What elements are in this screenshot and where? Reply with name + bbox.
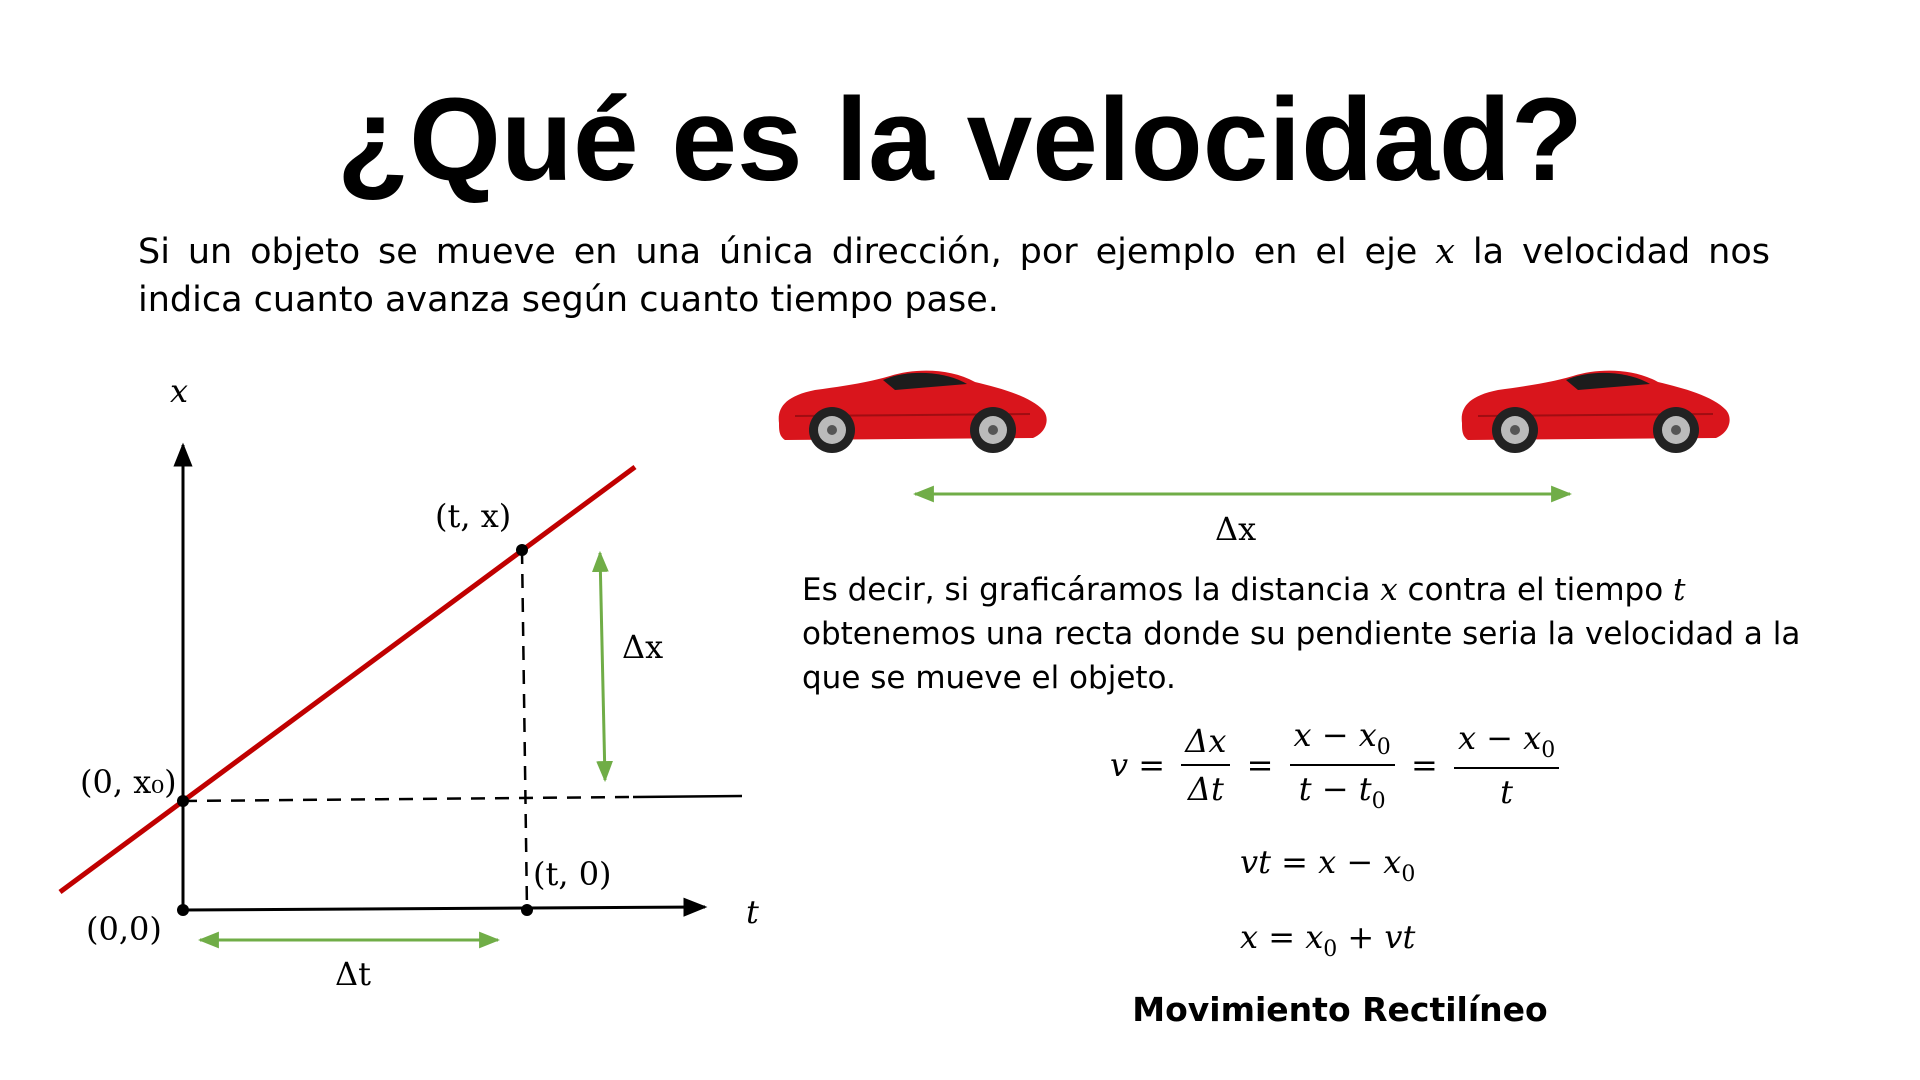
- point-t-0: [521, 904, 533, 916]
- cars-delta-x-label: Δx: [1215, 510, 1257, 548]
- eq1-lhs: v =: [1110, 746, 1166, 784]
- explanation-text-3: obtenemos una recta donde su pendiente seria la velocidad a la que se mueve el objeto.: [802, 616, 1801, 696]
- intro-variable: x: [1435, 232, 1455, 272]
- eq3-text-a: x = x: [1240, 918, 1324, 956]
- graph-delta-t-label: Δt: [335, 955, 371, 993]
- caption: Movimiento Rectilíneo: [1132, 990, 1548, 1029]
- eq1-f1-den: Δt: [1187, 770, 1224, 808]
- eq1-f3-num: x − x: [1457, 719, 1542, 757]
- eq1-fraction-3: [1454, 719, 1559, 811]
- point-0-x0-label: (0, x₀): [80, 763, 177, 801]
- graph-delta-x-label: Δx: [622, 628, 664, 666]
- point-0-x0: [177, 795, 189, 807]
- point-t-0-label: (t, 0): [533, 855, 612, 893]
- horizontal-solid-guide: [633, 796, 742, 797]
- eq1-f2-num-sub: 0: [1376, 735, 1391, 760]
- explanation-paragraph: [802, 568, 1832, 700]
- explanation-text-1: Es decir, si graficáramos la distancia: [802, 572, 1371, 608]
- eq1-f2-den-sub: 0: [1371, 789, 1386, 814]
- explanation-var-t: t: [1673, 572, 1686, 608]
- eq1-f3-den: t: [1500, 773, 1513, 811]
- x-axis-label: t: [746, 893, 759, 931]
- page-title: ¿Qué es la velocidad?: [337, 74, 1583, 206]
- car-left: [779, 371, 1047, 453]
- car-right: [1462, 371, 1730, 453]
- eq2-sub: 0: [1401, 862, 1416, 887]
- point-t-x: [516, 544, 528, 556]
- intro-text-1: Si un objeto se mueve en una única dirección, por ejemplo en el eje: [138, 232, 1418, 272]
- eq3-sub: 0: [1323, 937, 1338, 962]
- eq1-f1-num: Δx: [1181, 722, 1230, 766]
- x-axis: [183, 907, 705, 910]
- horizontal-dashed-guide: [183, 797, 633, 801]
- y-axis-label: x: [170, 372, 189, 410]
- explanation-var-x: x: [1380, 572, 1398, 608]
- delta-x-arrow: [600, 553, 605, 780]
- intro-text-2: la velocidad nos indica cuanto avanza según cuanto tiempo pase.: [138, 232, 1770, 320]
- explanation-text-2: contra el tiempo: [1407, 572, 1664, 608]
- eq1-f2-num: x − x: [1293, 716, 1377, 754]
- vertical-dashed-guide: [522, 550, 527, 910]
- origin-point: [177, 904, 189, 916]
- eq1-fraction-1: [1181, 722, 1230, 808]
- velocity-equation: [1110, 716, 1565, 814]
- eq1-equals-1: =: [1246, 746, 1274, 784]
- equation-vt: [1240, 843, 1415, 887]
- eq2-text: vt = x − x: [1240, 843, 1402, 881]
- equation-x: [1240, 918, 1415, 962]
- eq3-text-b: + vt: [1337, 918, 1416, 956]
- eq1-fraction-2: [1290, 716, 1395, 814]
- point-t-x-label: (t, x): [435, 497, 512, 535]
- position-line: [60, 467, 635, 892]
- eq1-f3-num-sub: 0: [1541, 738, 1556, 763]
- eq1-equals-2: =: [1410, 746, 1438, 784]
- origin-label: (0,0): [86, 910, 162, 948]
- eq1-f2-den: t − t: [1298, 770, 1372, 808]
